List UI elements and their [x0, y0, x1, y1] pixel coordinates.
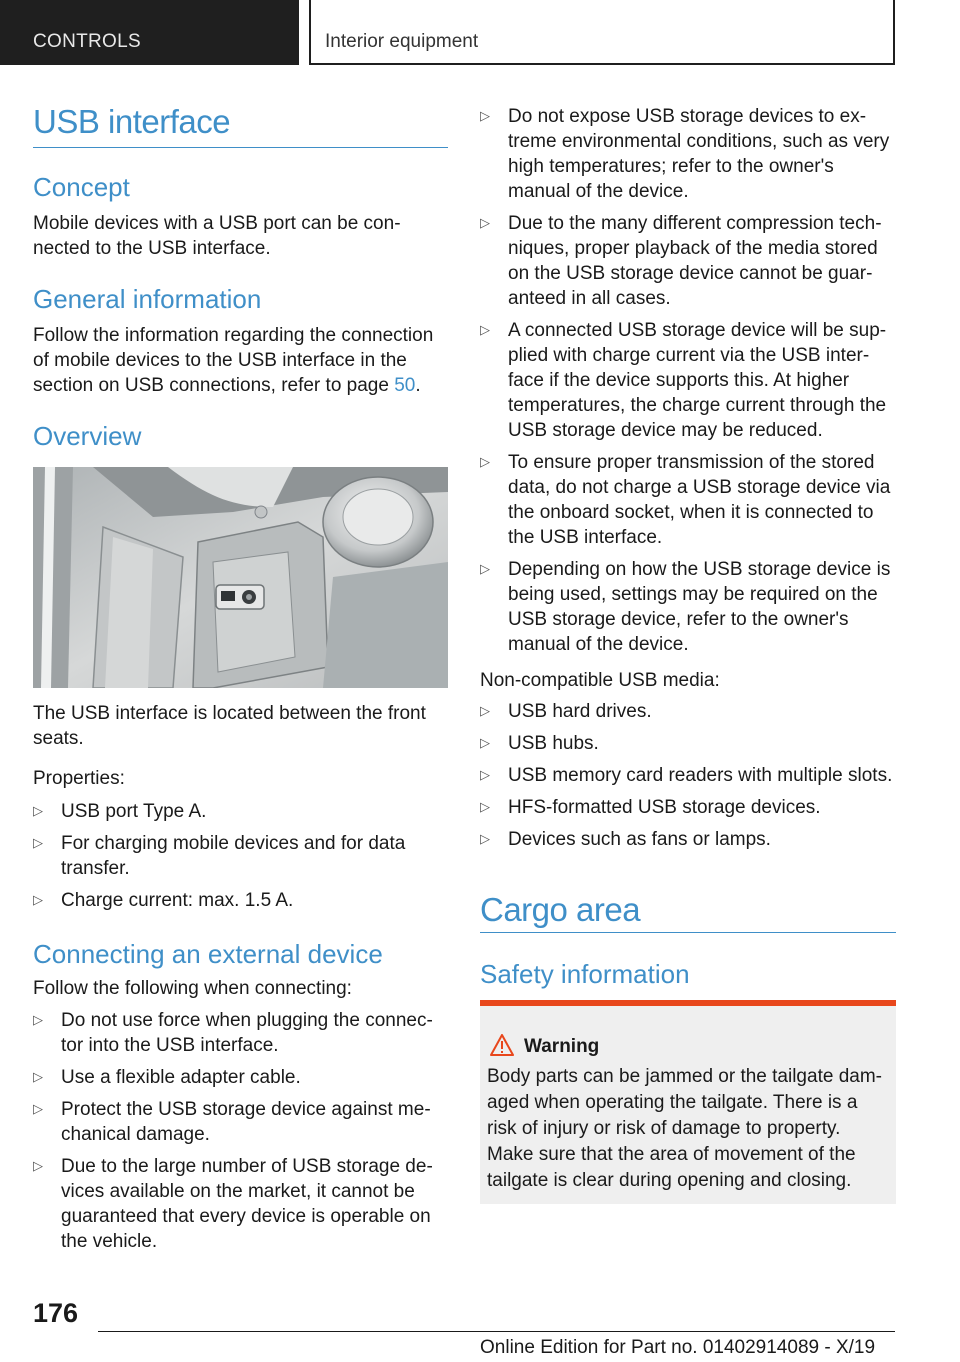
list-item: ▷ To ensure proper transmission of the stored data, do not charge a USB storage device via the onboard socket, when it is connected to the USB interface. [480, 450, 896, 550]
chapter-tab [311, 0, 895, 65]
warning-title: Warning [524, 1036, 600, 1057]
usb-interface-title: USB interface [33, 103, 231, 140]
list-item: ▷ USB hubs. [480, 731, 900, 756]
list-item: ▷ USB hard drives. [480, 699, 900, 724]
usb-notes-list [480, 104, 896, 664]
list-item: ▷ For charging mobile devices and for data transfer. [33, 831, 448, 881]
footer-rule [98, 1331, 895, 1332]
page-50-link[interactable]: 50 [394, 375, 416, 396]
warning-text: Body parts can be jammed or the tailgate damaged when operating the tailgate. There is a risk of injury or risk of damage to property. Make sure that the area of movement of the tailgate is clear during opening and closing. [487, 1066, 882, 1191]
overview-caption: The USB interface is located between the front seats. [33, 703, 426, 749]
connecting-heading: Connecting an external device [33, 939, 383, 969]
general-info-suffix: . [415, 375, 421, 396]
noncompat-label: Non-compatible USB media: [480, 670, 720, 691]
section-tab [0, 0, 299, 65]
list-item: ▷ Do not expose USB storage devices to extreme environmental conditions, such as very high temperatures; refer to the owner's manual of the device. [480, 104, 896, 204]
safety-info-heading: Safety information [480, 959, 690, 989]
connecting-intro: Follow the following when connecting: [33, 978, 352, 999]
connecting-list [33, 1008, 448, 1261]
concept-text: Mobile devices with a USB port can be connected to the USB interface. [33, 213, 401, 259]
list-item: ▷ Protect the USB storage device against mechanical damage. [33, 1097, 448, 1147]
title-rule [33, 147, 448, 148]
cargo-title-rule [480, 932, 896, 933]
list-item: ▷ USB memory card readers with multiple slots. [480, 763, 900, 788]
general-info-text [33, 323, 448, 398]
overview-heading: Overview [33, 421, 142, 451]
list-item: ▷ Do not use force when plugging the connector into the USB interface. [33, 1008, 448, 1058]
noncompat-list [480, 699, 900, 859]
usb-interface-photo [33, 467, 448, 688]
edition-text: Online Edition for Part no. 01402914089 - X/19 [480, 1337, 876, 1358]
list-item: ▷ Charge current: max. 1.5 A. [33, 888, 448, 913]
list-item: ▷ Due to the many different compression techniques, proper playback of the media stored on the USB storage device cannot be guaranteed in all cases. [480, 211, 896, 311]
list-item: ▷ Devices such as fans or lamps. [480, 827, 900, 852]
list-item: ▷ Use a flexible adapter cable. [33, 1065, 448, 1090]
page-number: 176 [33, 1298, 79, 1328]
warning-triangle-icon [490, 1034, 514, 1056]
list-item: ▷ HFS-formatted USB storage devices. [480, 795, 900, 820]
list-item: ▷ USB port Type A. [33, 799, 448, 824]
cargo-area-title: Cargo area [480, 891, 641, 928]
general-info-heading: General information [33, 284, 262, 314]
list-item: ▷ A connected USB storage device will be supplied with charge current via the USB interface if the device supports this. At higher temperatures, the charge current through the USB storage device may be reduced. [480, 318, 896, 443]
properties-list [33, 799, 448, 920]
section-label: CONTROLS [33, 31, 141, 52]
general-info-body: Follow the information regarding the connection of mobile devices to the USB interface in the section on USB connections, refer to page [33, 325, 434, 396]
properties-label: Properties: [33, 768, 125, 789]
chapter-label: Interior equipment [325, 31, 479, 52]
list-item: ▷ Depending on how the USB storage device is being used, settings may be required on the USB storage device, refer to the owner's manual of the device. [480, 557, 896, 657]
concept-heading: Concept [33, 172, 130, 202]
list-item: ▷ Due to the large number of USB storage devices available on the market, it cannot be guaranteed that every device is operable on the vehicle. [33, 1154, 448, 1254]
warning-box [480, 1000, 896, 1204]
